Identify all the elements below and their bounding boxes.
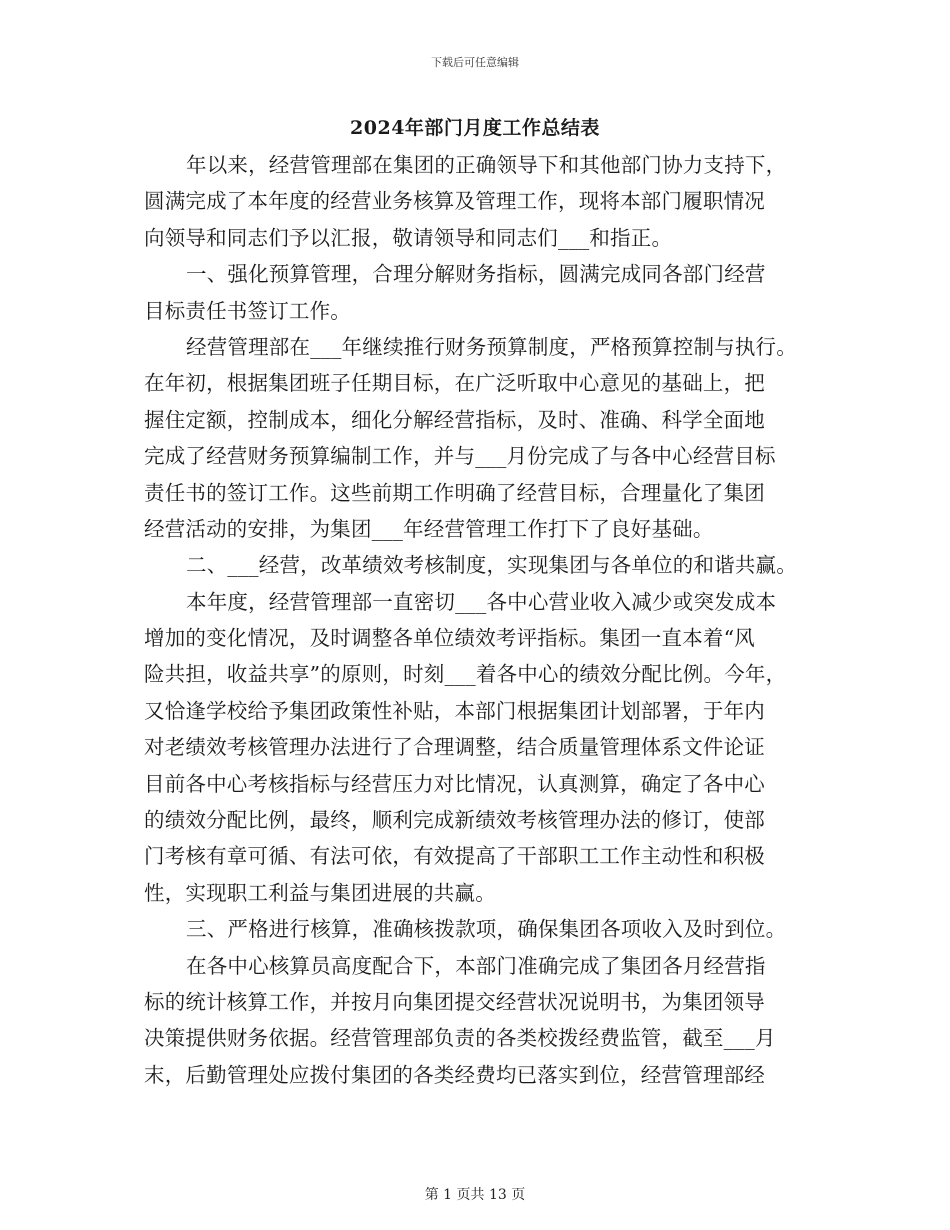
document-body [144, 147, 824, 1093]
body-line: 三、严格进行核算，准确核拨款项，确保集团各项收入及时到位。 [186, 917, 787, 942]
body-line: 经营管理部在___年继续推行财务预算制度，严格预算控制与执行。 [186, 334, 797, 359]
body-line: 对老绩效考核管理办法进行了合理调整，结合质量管理体系文件论证 [144, 735, 765, 760]
body-line: 一、强化预算管理，合理分解财务指标，圆满完成同各部门经营 [186, 262, 766, 287]
body-line: 圆满完成了本年度的经营业务核算及管理工作，现将本部门履职情况 [144, 189, 765, 214]
body-line: 增加的变化情况，及时调整各单位绩效考评指标。集团一直本着“风 [144, 626, 755, 651]
body-line: 性，实现职工利益与集团进展的共赢。 [144, 880, 496, 905]
header-note: 下载后可任意编辑 [431, 56, 519, 69]
body-line: 年以来，经营管理部在集团的正确领导下和其他部门协力支持下， [186, 153, 787, 177]
body-line: 末，后勤管理处应拨付集团的各类经费均已落实到位，经营管理部经 [144, 1062, 765, 1087]
body-line: 险共担，收益共享”的原则，时刻___着各中心的绩效分配比例。今年， [144, 662, 787, 687]
body-line: 经营活动的安排，为集团___年经营管理工作打下了良好基础。 [144, 516, 714, 541]
body-line: 责任书的签订工作。这些前期工作明确了经营目标，合理量化了集团 [144, 480, 765, 505]
body-line: 门考核有章可循、有法可依，有效提高了干部职工工作主动性和积极 [144, 844, 765, 869]
body-line: 完成了经营财务预算编制工作，并与___月份完成了与各中心经营目标 [144, 444, 776, 469]
body-line: 目前各中心考核指标与经营压力对比情况，认真测算，确定了各中心 [144, 771, 765, 796]
body-line: 在年初，根据集团班子任期目标，在广泛听取中心意见的基础上，把 [144, 371, 765, 396]
body-line: 又恰逢学校给予集团政策性补贴，本部门根据集团计划部署，于年内 [144, 698, 765, 723]
body-line: 向领导和同志们予以汇报，敬请领导和同志们___和指正。 [144, 225, 673, 250]
body-line: 二、___经营，改革绩效考核制度，实现集团与各单位的和谐共赢。 [186, 553, 797, 578]
body-line: 本年度，经营管理部一直密切___各中心营业收入减少或突发成本 [186, 589, 777, 614]
body-line: 握住定额，控制成本，细化分解经营指标，及时、准确、科学全面地 [144, 407, 765, 432]
body-line: 决策提供财务依据。经营管理部负责的各类校拨经费监管，截至___月 [144, 1026, 776, 1051]
page-footer: 第 1 页共 13 页 [424, 1187, 526, 1203]
body-line: 在各中心核算员高度配合下，本部门准确完成了集团各月经营指 [186, 953, 766, 978]
body-line: 的绩效分配比例，最终，顺利完成新绩效考核管理办法的修订，使部 [144, 808, 765, 833]
document-title: 2024年部门月度工作总结表 [350, 117, 600, 139]
body-line: 目标责任书签订工作。 [144, 298, 351, 323]
body-line: 标的统计核算工作，并按月向集团提交经营状况说明书，为集团领导 [144, 989, 765, 1014]
